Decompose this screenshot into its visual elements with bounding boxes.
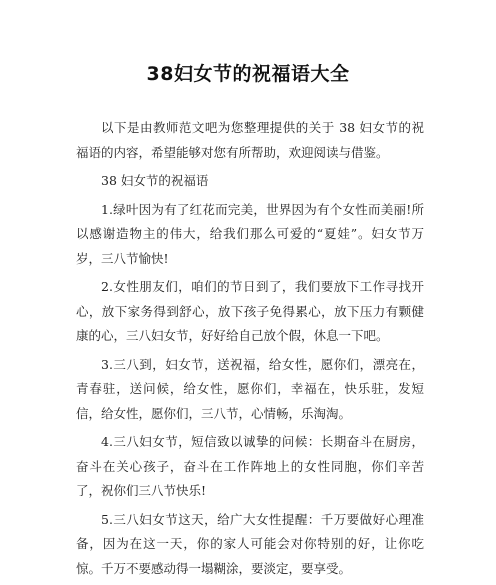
document-title: 38妇女节的祝福语大全 — [146, 63, 350, 85]
blessing-paragraph-2: 2.女性朋友们，咱们的节日到了，我们要放下工作寻找开心，放下家务得到舒心，放下孩子免得累心，放下压力有颗健康的心，三八妇女节，好好给自己放个假，休息一下吧。 — [76, 279, 424, 343]
blessing-paragraph-5: 5.三八妇女节这天，给广大女性提醒：千万要做好心理准备，因为在这一天，你的家人可能会对你特别的好，让你吃惊。千万不要感动得一塌糊涂，要淡定，要享受。 — [76, 511, 424, 576]
blessing-paragraph-4: 4.三八妇女节，短信致以诚挚的问候：长期奋斗在厨房，奋斗在关心孩子，奋斗在工作阵地上的女性同胞，你们辛苦了，祝你们三八节快乐! — [76, 434, 424, 498]
document-body — [76, 116, 424, 585]
section-heading: 38 妇女节的祝福语 — [101, 173, 209, 188]
blessing-paragraph-1: 1.绿叶因为有了红花而完美，世界因为有个女性而美丽!所以感谢造物主的伟大，给我们那么可爱的“夏娃”。妇女节万岁，三八节愉快! — [76, 201, 424, 266]
blessing-paragraph-3: 3.三八到，妇女节，送祝福，给女性，愿你们，漂亮在，青春驻，送问候，给女性，愿你们，幸福在，快乐驻，发短信，给女性，愿你们，三八节，心情畅，乐淘淘。 — [76, 356, 424, 421]
intro-paragraph: 以下是由教师范文吧为您整理提供的关于 38 妇女节的祝福语的内容，希望能够对您有所帮助，欢迎阅读与借鉴。 — [76, 120, 424, 160]
